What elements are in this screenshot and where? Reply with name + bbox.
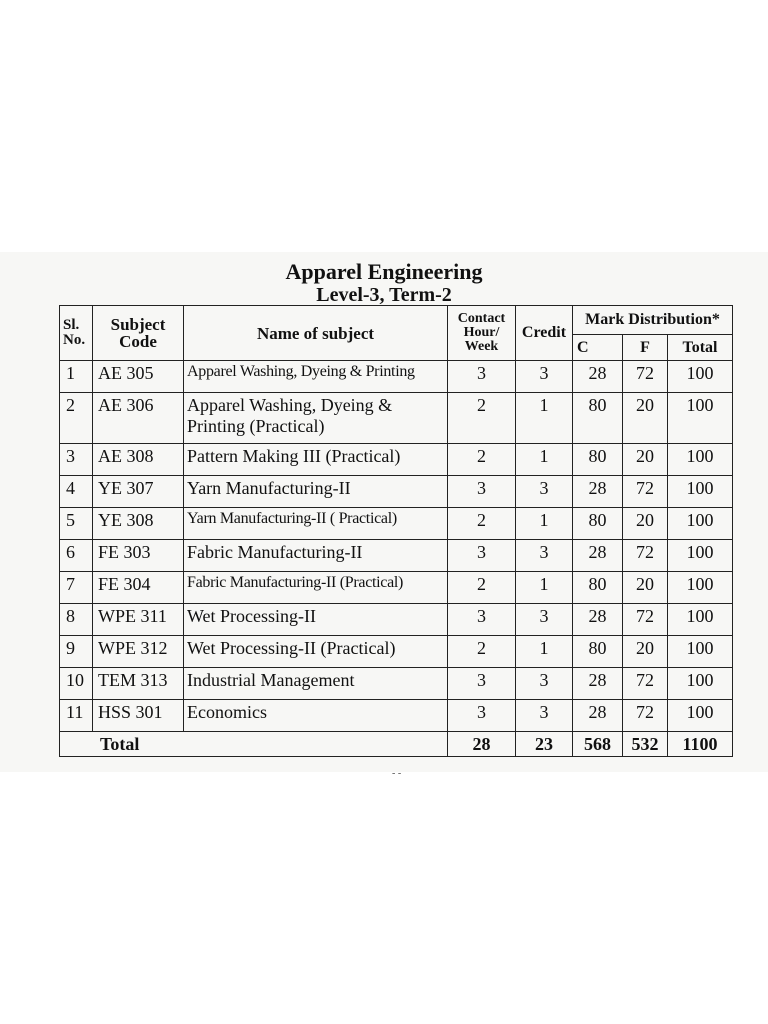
header-sl-no: Sl. No. [60, 306, 93, 361]
cell-subject-code: WPE 311 [93, 604, 184, 636]
cell-contact-hours: 3 [448, 604, 516, 636]
cell-mark-total: 100 [668, 604, 733, 636]
cell-subject-name: Wet Processing-II (Practical) [184, 636, 448, 668]
cell-mark-total: 100 [668, 361, 733, 393]
header-contact-hours: Contact Hour/ Week [448, 306, 516, 361]
header-name-of-subject: Name of subject [184, 306, 448, 361]
cell-credit: 3 [516, 700, 573, 732]
table-row [60, 668, 733, 700]
cell-mark-f: 20 [623, 636, 668, 668]
cell-sl-no: 6 [60, 540, 93, 572]
table-row [60, 393, 733, 444]
cell-mark-f: 20 [623, 444, 668, 476]
cell-contact-hours: 3 [448, 540, 516, 572]
cell-contact-hours: 3 [448, 476, 516, 508]
table-row [60, 636, 733, 668]
cell-mark-f: 72 [623, 668, 668, 700]
cell-mark-c: 28 [573, 361, 623, 393]
cell-mark-total: 100 [668, 540, 733, 572]
header-credit: Credit [516, 306, 573, 361]
cell-sl-no: 4 [60, 476, 93, 508]
header-f: F [623, 335, 668, 361]
totals-credit: 23 [516, 732, 573, 757]
cell-subject-code: WPE 312 [93, 636, 184, 668]
cell-mark-total: 100 [668, 476, 733, 508]
cell-mark-f: 20 [623, 393, 668, 444]
cell-mark-total: 100 [668, 668, 733, 700]
totals-f: 532 [623, 732, 668, 757]
cell-mark-f: 72 [623, 604, 668, 636]
cell-mark-c: 28 [573, 540, 623, 572]
cell-contact-hours: 3 [448, 361, 516, 393]
cell-mark-c: 28 [573, 700, 623, 732]
totals-total: 1100 [668, 732, 733, 757]
cell-credit: 3 [516, 361, 573, 393]
cell-mark-f: 20 [623, 572, 668, 604]
document-title: Apparel Engineering [285, 259, 483, 284]
cell-sl-no: 9 [60, 636, 93, 668]
cell-subject-code: AE 305 [93, 361, 184, 393]
cell-mark-c: 80 [573, 508, 623, 540]
header-total: Total [668, 335, 733, 361]
cell-credit: 1 [516, 508, 573, 540]
cell-subject-name: Economics [184, 700, 448, 732]
cell-credit: 1 [516, 444, 573, 476]
cell-subject-code: HSS 301 [93, 700, 184, 732]
table-header-row [60, 306, 733, 335]
cell-subject-code: AE 308 [93, 444, 184, 476]
cell-mark-total: 100 [668, 393, 733, 444]
totals-label: Total [60, 732, 448, 757]
cell-sl-no: 2 [60, 393, 93, 444]
table-row [60, 361, 733, 393]
table-row [60, 700, 733, 732]
cell-subject-name: Industrial Management [184, 668, 448, 700]
cell-contact-hours: 2 [448, 444, 516, 476]
cell-credit: 3 [516, 540, 573, 572]
cell-subject-code: TEM 313 [93, 668, 184, 700]
cell-credit: 1 [516, 636, 573, 668]
cell-mark-total: 100 [668, 444, 733, 476]
cell-subject-name: Apparel Washing, Dyeing & Printing (Practical) [184, 393, 448, 444]
cell-subject-name: Fabric Manufacturing-II [184, 540, 448, 572]
cell-contact-hours: 2 [448, 508, 516, 540]
cell-mark-total: 100 [668, 508, 733, 540]
cell-subject-code: YE 307 [93, 476, 184, 508]
header-mark-distribution: Mark Distribution* [573, 306, 733, 335]
table-row [60, 508, 733, 540]
cell-contact-hours: 2 [448, 393, 516, 444]
header-c: C [573, 335, 623, 361]
cell-subject-name: Pattern Making III (Practical) [184, 444, 448, 476]
table-row [60, 604, 733, 636]
table-row [60, 540, 733, 572]
cell-mark-total: 100 [668, 572, 733, 604]
table-row [60, 476, 733, 508]
cell-mark-total: 100 [668, 636, 733, 668]
cell-mark-c: 80 [573, 393, 623, 444]
totals-contact: 28 [448, 732, 516, 757]
cell-subject-name: Yarn Manufacturing-II ( Practical) [184, 508, 448, 540]
cell-sl-no: 8 [60, 604, 93, 636]
cell-mark-f: 72 [623, 540, 668, 572]
cell-subject-code: FE 304 [93, 572, 184, 604]
cell-sl-no: 5 [60, 508, 93, 540]
cell-mark-c: 28 [573, 604, 623, 636]
cell-mark-f: 72 [623, 361, 668, 393]
header-subject-code: Subject Code [93, 306, 184, 361]
cell-contact-hours: 3 [448, 700, 516, 732]
cell-mark-c: 80 [573, 572, 623, 604]
cell-credit: 1 [516, 393, 573, 444]
cell-mark-total: 100 [668, 700, 733, 732]
table-row [60, 572, 733, 604]
cell-mark-c: 28 [573, 668, 623, 700]
cell-subject-name: Wet Processing-II [184, 604, 448, 636]
table-row [60, 444, 733, 476]
cell-credit: 1 [516, 572, 573, 604]
cell-credit: 3 [516, 476, 573, 508]
cell-credit: 3 [516, 668, 573, 700]
course-table [59, 305, 733, 757]
cell-contact-hours: 2 [448, 572, 516, 604]
cell-mark-c: 28 [573, 476, 623, 508]
cell-subject-code: AE 306 [93, 393, 184, 444]
cell-subject-code: YE 308 [93, 508, 184, 540]
document-subtitle: Level-3, Term-2 [316, 284, 452, 306]
cell-subject-name: Yarn Manufacturing-II [184, 476, 448, 508]
totals-row [60, 732, 733, 757]
totals-c: 568 [573, 732, 623, 757]
cell-subject-code: FE 303 [93, 540, 184, 572]
cell-sl-no: 10 [60, 668, 93, 700]
cell-contact-hours: 2 [448, 636, 516, 668]
cell-mark-f: 72 [623, 700, 668, 732]
cell-sl-no: 1 [60, 361, 93, 393]
cell-sl-no: 11 [60, 700, 93, 732]
cell-mark-f: 20 [623, 508, 668, 540]
cell-mark-f: 72 [623, 476, 668, 508]
cell-mark-c: 80 [573, 636, 623, 668]
cell-subject-name: Apparel Washing, Dyeing & Printing [184, 361, 448, 393]
cell-subject-name: Fabric Manufacturing-II (Practical) [184, 572, 448, 604]
scan-mark: - - [392, 768, 402, 779]
cell-sl-no: 3 [60, 444, 93, 476]
cell-contact-hours: 3 [448, 668, 516, 700]
cell-credit: 3 [516, 604, 573, 636]
cell-mark-c: 80 [573, 444, 623, 476]
cell-sl-no: 7 [60, 572, 93, 604]
